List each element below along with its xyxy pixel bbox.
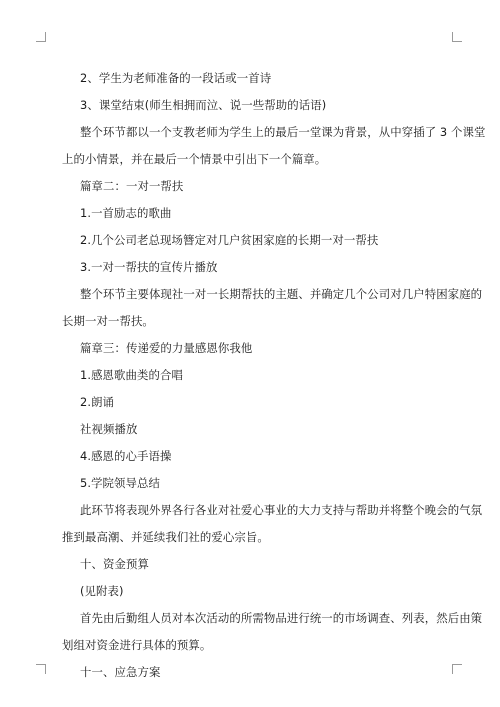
crop-mark-bottom-right [452, 664, 462, 674]
list-item-student-poem: 2、学生为老师准备的一段话或一首诗 [80, 71, 272, 85]
crop-mark-bottom-left [36, 664, 46, 674]
list-item: 1.感恩歌曲类的合唱 [80, 368, 183, 382]
paragraph-line: 整个环节主要体现社一对一长期帮扶的主题、并确定几个公司对几户特困家庭的 [80, 287, 483, 301]
list-item: 3.一对一帮扶的宣传片播放 [80, 260, 218, 274]
list-item: 5.学院领导总结 [80, 476, 161, 490]
paragraph-line: 上的小情景，并在最后一个情景中引出下一个篇章。 [62, 152, 327, 166]
paragraph-line: 推到最高潮、并延续我们社的爱心宗旨。 [62, 530, 269, 544]
paragraph-line: 划组对资金进行具体的预算。 [62, 638, 212, 652]
paragraph-line: 整个环节都以一个支教老师为学生上的最后一堂课为背景，从中穿插了 3 个课堂 [80, 125, 486, 139]
list-item: 2.几个公司老总现场簪定对几户贫困家庭的长期一对一帮扶 [80, 233, 379, 247]
crop-mark-top-right [452, 32, 462, 42]
list-item: 1.一首励志的歌曲 [80, 206, 172, 220]
list-item: 2.朗诵 [80, 395, 115, 409]
paragraph-line: 首先由后勤组人员对本次活动的所需物品进行统一的市场调查、列表，然后由策 [80, 611, 483, 625]
paragraph-line: 长期一对一帮扶。 [62, 314, 154, 328]
section-heading-chapter-three: 篇章三：传递爱的力量感恩你我他 [80, 341, 253, 355]
list-item: 4.感恩的心手语操 [80, 449, 172, 463]
note-see-appendix: (见附表) [80, 584, 124, 598]
section-heading-chapter-two: 篇章二：一对一帮扶 [80, 179, 184, 193]
list-item-class-end: 3、课堂结束(师生相拥而泣、说一些帮助的话语) [80, 98, 327, 112]
list-item: 社视频播放 [80, 422, 138, 436]
crop-mark-top-left [36, 32, 46, 42]
paragraph-line: 此环节将表现外界各行各业对社爱心事业的大力支持与帮助并将整个晚会的气氛 [80, 503, 483, 517]
section-heading-budget: 十、资金预算 [80, 557, 149, 571]
section-heading-contingency: 十一、应急方案 [80, 665, 161, 679]
